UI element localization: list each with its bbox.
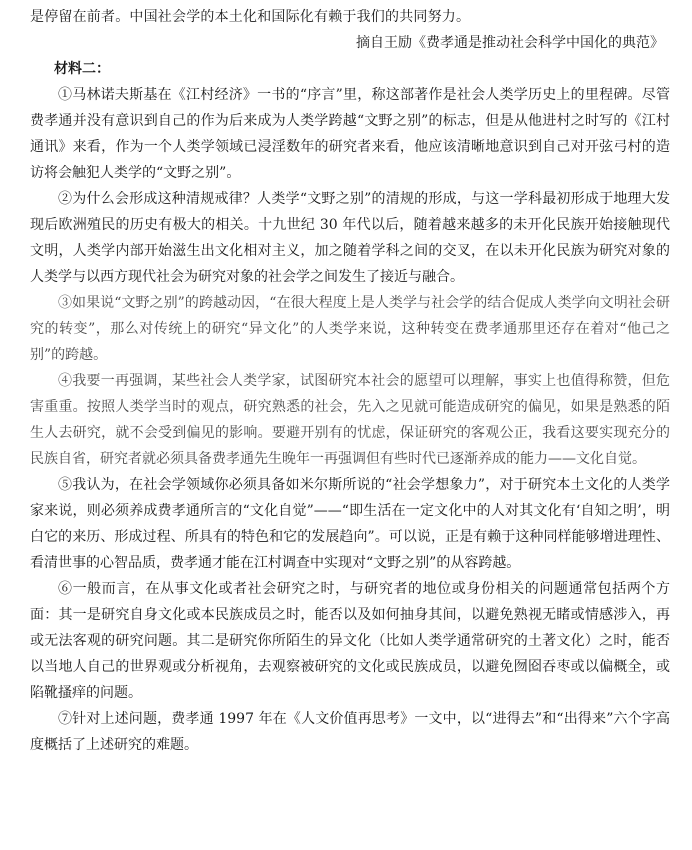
source-citation: 摘自王励《费孝通是推动社会科学中国化的典范》 xyxy=(356,35,664,51)
paragraph-5: ⑤我认为，在社会学领域你必须具备如米尔斯所说的“社会学想象力”，对于研究本土文化的人类学家来说，则必须养成费孝通所言的“文化自觉”——“即生活在一定文化中的人对其文化有‘自知之明’，明白它的来历、形成过程、所具有的特色和它的发展趋向”。可以说，正是有赖于这种同样能够增进理性、看清世事的心智品质，费孝通才能在江村调查中实现对“文野之别”的从容跨越。 xyxy=(30,477,670,571)
material-heading: 材料二： xyxy=(54,61,110,77)
paragraph-6: ⑥一般而言，在从事文化或者社会研究之时，与研究者的地位或身份相关的问题通常包括两个方面：其一是研究自身文化或本民族成员之时，能否以及如何抽身其间，以避免熟视无睹或情感涉入，再或无法客观的研究问题。其二是研究你所陌生的异文化（比如人类学通常研究的土著文化）之时，能否以当地人自己的世界观或分析视角，去观察被研究的文化或民族成员，以避免囫囵吞枣或以偏概全，或陷靴搔痒的问题。 xyxy=(30,581,670,701)
paragraph-2: ②为什么会形成这种清规戒律？人类学“文野之别”的清规的形成，与这一学科最初形成于地理大发现后欧洲殖民的历史有极大的相关。十九世纪 30 年代以后，随着越来越多的未开化民族开始接触现代文明，人类学内部开始滋生出文化相对主义，加之随着学科之间的交叉，在以未开化民族为研究对象的人类学与以西方现代社会为研究对象的社会学之间发生了接近与融合。 xyxy=(30,191,670,285)
continued-text-line: 是停留在前者。中国社会学的本土化和国际化有赖于我们的共同努力。 xyxy=(30,9,471,25)
paragraph-7: ⑦针对上述问题，费孝通 1997 年在《人文价值再思考》一文中，以“进得去”和“出得来”六个字高度概括了上述研究的难题。 xyxy=(30,711,670,753)
paragraph-1: ①马林诺夫斯基在《江村经济》一书的“序言”里，称这部著作是社会人类学历史上的里程碑。尽管费孝通并没有意识到自己的作为后来成为人类学跨越“文野之别”的标志，但是从他进村之时写的《江村通讯》来看，作为一个人类学领域已浸淫数年的研究者来看，他应该清晰地意识到自己对开弦弓村的造访将会触犯人类学的“文野之别”。 xyxy=(30,87,670,181)
paragraph-3: ③如果说“文野之别”的跨越动因，“在很大程度上是人类学与社会学的结合促成人类学向文明社会研究的转变”，那么对传统上的研究“异文化”的人类学来说，这种转变在费孝通那里还存在着对“他己之别”的跨越。 xyxy=(30,295,670,363)
paragraph-4: ④我要一再强调，某些社会人类学家，试图研究本社会的愿望可以理解，事实上也值得称赞，但危害重重。按照人类学当时的观点，研究熟悉的社会，先入之见就可能造成研究的偏见，如果是熟悉的陌生人去研究，就不会受到偏见的影响。要避开别有的忧虑，保证研究的客观公正，我看这要实现充分的民族自省，研究者就必须具备费孝通先生晚年一再强调但有些时代已逐渐养成的能力——文化自觉。 xyxy=(30,373,670,467)
